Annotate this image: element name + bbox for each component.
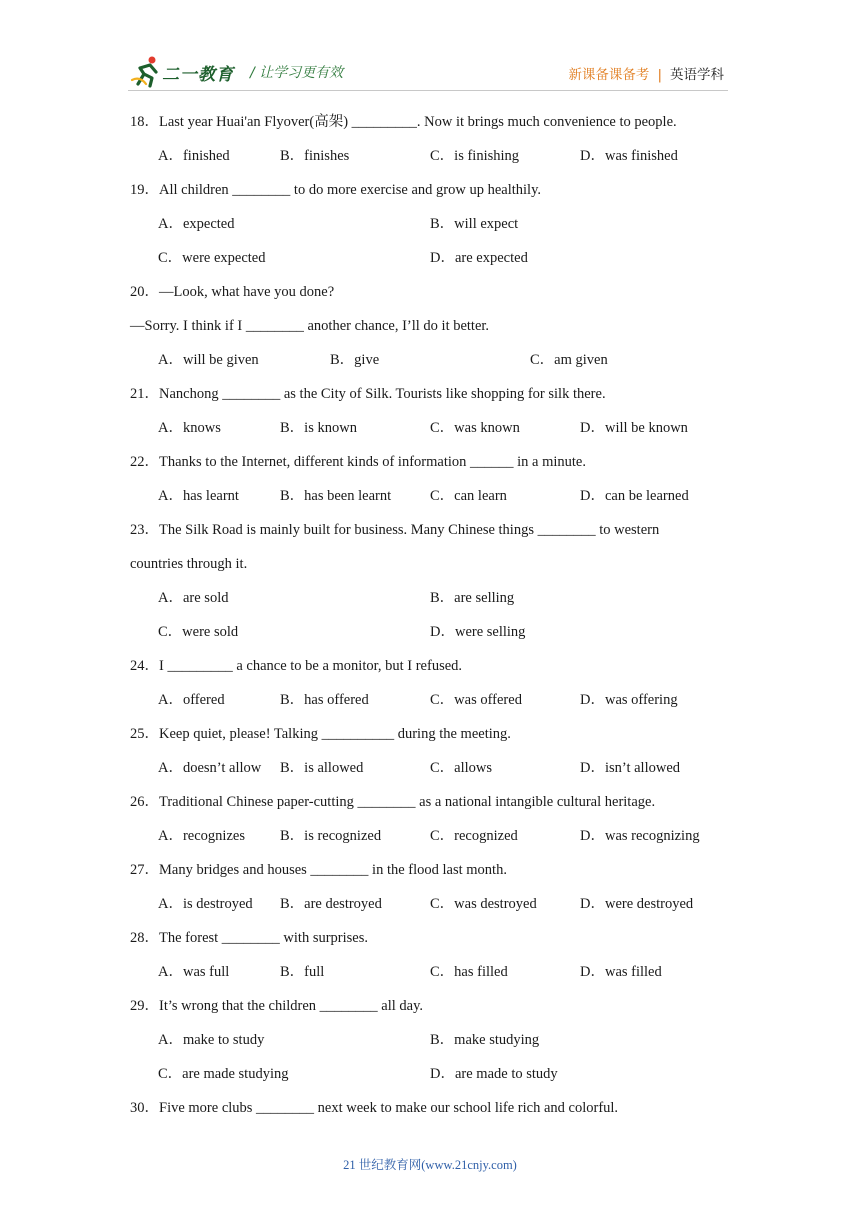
options-row — [130, 214, 730, 248]
answer-option: C．was destroyed — [430, 896, 537, 912]
answer-option: C．allows — [430, 760, 493, 776]
answer-option: C．were expected — [158, 250, 266, 266]
answer-option: D．was filled — [580, 964, 662, 980]
answer-option: B．has offered — [280, 692, 369, 708]
page-footer: 21 世纪教育网(www.21cnjy.com) — [343, 1158, 517, 1172]
question-text: 25．Keep quiet, please! Talking __________ during the meeting. — [130, 726, 511, 742]
options-row — [130, 486, 730, 520]
question-text: 30．Five more clubs ________ next week to make our school life rich and colorful. — [130, 1100, 619, 1116]
options-row — [130, 894, 730, 928]
answer-option: D．are expected — [430, 250, 528, 266]
options-row — [130, 962, 730, 996]
question-text: 22．Thanks to the Internet, different kinds of information ______ in a minute. — [130, 454, 586, 470]
answer-option: A．offered — [158, 692, 225, 708]
question-text: 26．Traditional Chinese paper-cutting ________ as a national intangible cultural heritage. — [130, 794, 656, 810]
answer-option: A．is destroyed — [158, 896, 253, 912]
answer-option: C．were sold — [158, 624, 239, 640]
header-divider — [128, 90, 728, 91]
header-right — [568, 63, 724, 83]
page-header — [0, 0, 860, 100]
answer-option: C．was offered — [430, 692, 522, 708]
question-text: 29．It’s wrong that the children ________ all day. — [130, 998, 424, 1014]
answer-option: B．has been learnt — [280, 488, 392, 504]
question-text: 21．Nanchong ________ as the City of Silk. Tourists like shopping for silk there. — [130, 386, 606, 402]
answer-option: C．am given — [530, 352, 608, 368]
answer-option: C．has filled — [430, 964, 508, 980]
answer-option: D．isn’t allowed — [580, 760, 681, 776]
answer-option: D．was offering — [580, 692, 678, 708]
question-text: 19．All children ________ to do more exercise and grow up healthily. — [130, 182, 542, 198]
header-separator: | — [657, 67, 662, 83]
logo-text: 二一教育 — [162, 65, 234, 85]
answer-option: D．were selling — [430, 624, 526, 640]
slogan: / 让学习更有效 — [250, 65, 344, 81]
options-row — [130, 248, 730, 282]
options-row — [130, 588, 730, 622]
answer-option: B．is allowed — [280, 760, 364, 776]
question-text: 18．Last year Huai'an Flyover(高架) _________. Now it brings much convenience to people. — [130, 114, 677, 130]
answer-option: A．will be given — [158, 352, 259, 368]
options-row — [130, 350, 730, 384]
answer-option: C．is finishing — [430, 148, 520, 164]
options-row — [130, 758, 730, 792]
answer-option: B．finishes — [280, 148, 350, 164]
answer-option: C．can learn — [430, 488, 507, 504]
question-text: 27．Many bridges and houses ________ in the flood last month. — [130, 862, 507, 878]
options-row — [130, 690, 730, 724]
runner-logo-icon — [130, 54, 164, 88]
question-text: 20．—Look, what have you done? — [130, 284, 335, 300]
question-text: 23．The Silk Road is mainly built for business. Many Chinese things ________ to western — [130, 522, 660, 538]
answer-option: A．has learnt — [158, 488, 239, 504]
question-list — [130, 112, 730, 1132]
answer-option: A．finished — [158, 148, 230, 164]
options-row — [130, 418, 730, 452]
subject-label: 英语学科 — [670, 67, 724, 83]
answer-option: B．is recognized — [280, 828, 382, 844]
answer-option: B．are selling — [430, 590, 515, 606]
answer-option: D．can be learned — [580, 488, 689, 504]
answer-option: A．was full — [158, 964, 230, 980]
answer-option: D．will be known — [580, 420, 688, 436]
question-text: 28．The forest ________ with surprises. — [130, 930, 369, 946]
answer-option: A．knows — [158, 420, 221, 436]
answer-option: C．are made studying — [158, 1066, 289, 1082]
answer-option: A．doesn’t allow — [158, 760, 262, 776]
answer-option: B．is known — [280, 420, 357, 436]
answer-option: D．are made to study — [430, 1066, 558, 1082]
question-text: —Sorry. I think if I ________ another chance, I’ll do it better. — [130, 318, 490, 334]
options-row — [130, 826, 730, 860]
answer-option: B．will expect — [430, 216, 519, 232]
answer-option: B．full — [280, 964, 325, 980]
answer-option: D．was finished — [580, 148, 678, 164]
answer-option: A．expected — [158, 216, 235, 232]
answer-option: D．was recognizing — [580, 828, 700, 844]
question-text: 24．I _________ a chance to be a monitor, but I refused. — [130, 658, 463, 674]
answer-option: C．was known — [430, 420, 520, 436]
options-row — [130, 146, 730, 180]
answer-option: B．are destroyed — [280, 896, 382, 912]
answer-option: A．are sold — [158, 590, 229, 606]
logo — [130, 54, 240, 90]
answer-option: C．recognized — [430, 828, 518, 844]
options-row — [130, 1064, 730, 1098]
options-row — [130, 1030, 730, 1064]
answer-option: D．were destroyed — [580, 896, 694, 912]
answer-option: B．give — [330, 352, 380, 368]
answer-option: B．make studying — [430, 1032, 540, 1048]
question-text: countries through it. — [130, 556, 248, 572]
answer-option: A．make to study — [158, 1032, 265, 1048]
options-row — [130, 622, 730, 656]
course-label: 新课备课备考 — [568, 67, 650, 83]
answer-option: A．recognizes — [158, 828, 245, 844]
